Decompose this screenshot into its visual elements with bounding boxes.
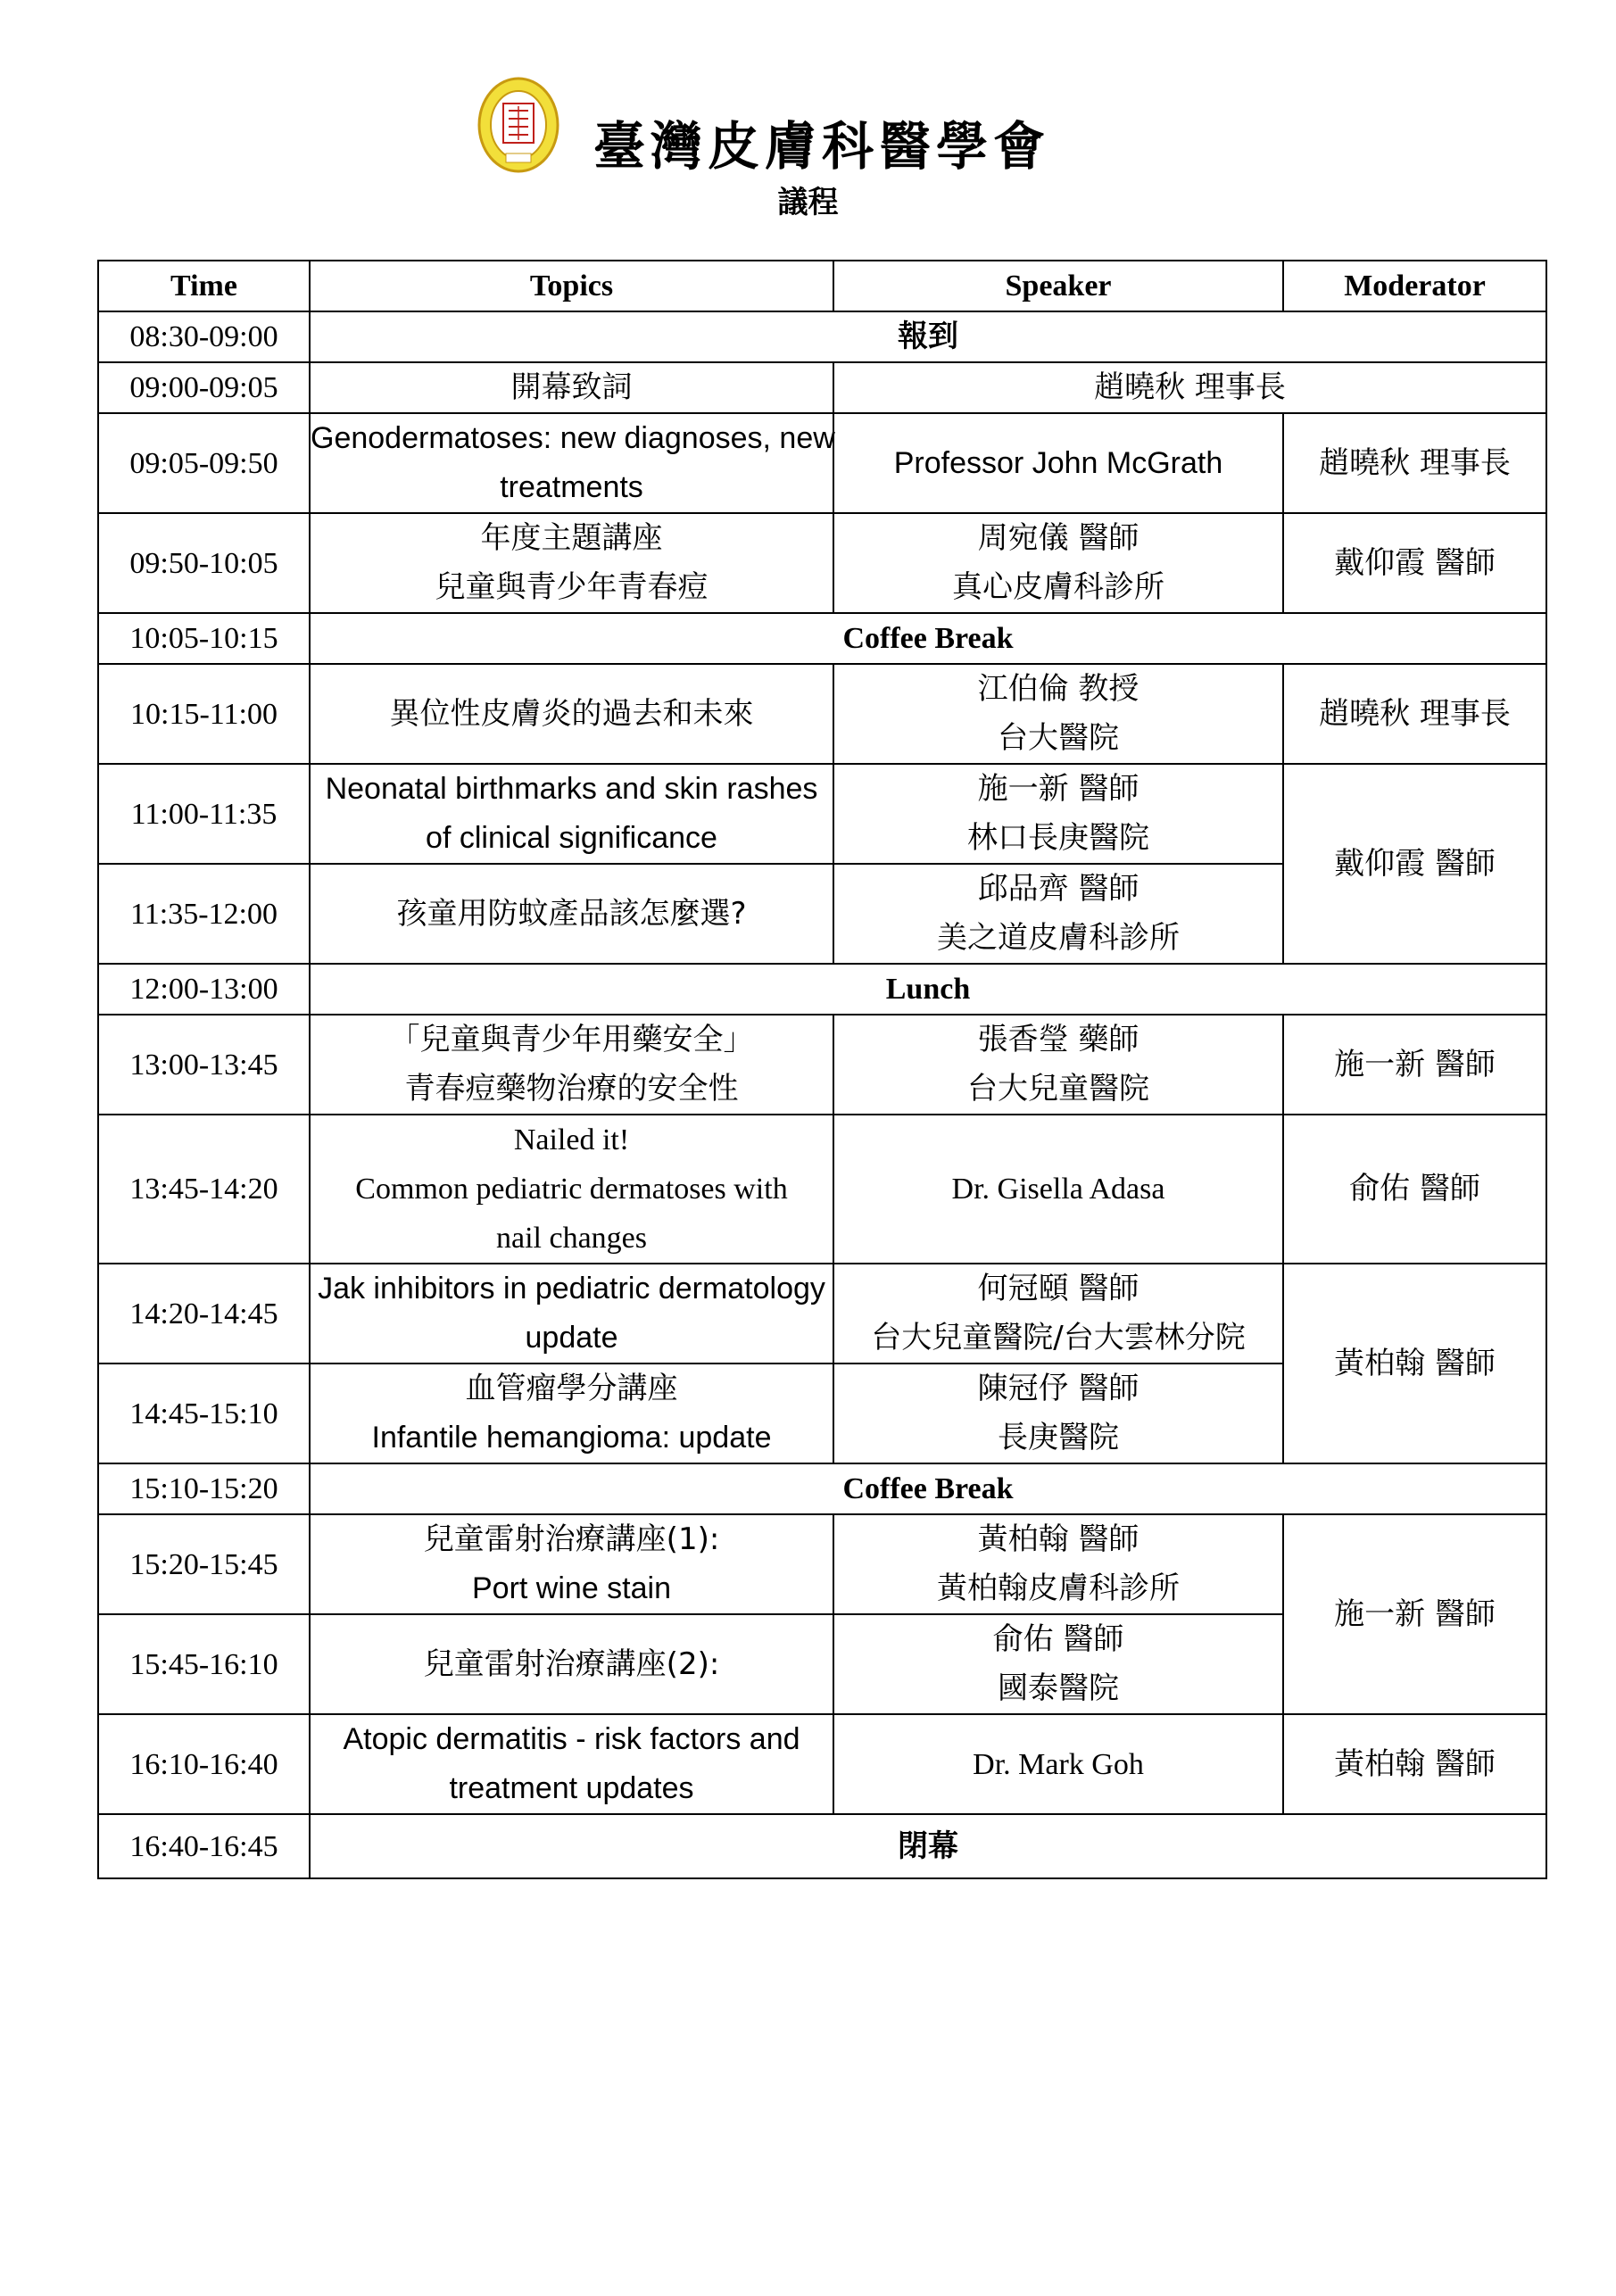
speaker-cell: 周宛儀 醫師 真心皮膚科診所 xyxy=(833,513,1283,613)
speaker-cell: Dr. Mark Goh xyxy=(833,1714,1283,1814)
topic-cell: 兒童雷射治療講座(2): xyxy=(310,1614,833,1714)
session-banner: 報到 xyxy=(310,311,1546,362)
time-cell: 10:05-10:15 xyxy=(98,613,310,664)
speaker-cell: 趙曉秋 理事長 xyxy=(833,362,1546,413)
topic-cell: Nailed it! Common pediatric dermatoses with nail changes xyxy=(310,1115,833,1264)
topic-cell: 兒童雷射治療講座(1): Port wine stain xyxy=(310,1514,833,1614)
speaker-cell: 邱品齊 醫師 美之道皮膚科診所 xyxy=(833,864,1283,964)
topic-cell: 異位性皮膚炎的過去和未來 xyxy=(310,664,833,764)
speaker-cell: Dr. Gisella Adasa xyxy=(833,1115,1283,1264)
time-cell: 12:00-13:00 xyxy=(98,964,310,1015)
time-cell: 10:15-11:00 xyxy=(98,664,310,764)
speaker-cell: 張香瑩 藥師 台大兒童醫院 xyxy=(833,1015,1283,1115)
topic-cell: Genodermatoses: new diagnoses, new treatments xyxy=(310,413,833,513)
table-header-row xyxy=(98,261,1546,311)
time-cell: 13:00-13:45 xyxy=(98,1015,310,1115)
table-row xyxy=(98,964,1546,1015)
time-cell: 16:10-16:40 xyxy=(98,1714,310,1814)
speaker-cell: 何冠頤 醫師 台大兒童醫院/台大雲林分院 xyxy=(833,1264,1283,1364)
table-row xyxy=(98,1115,1546,1264)
time-cell: 15:20-15:45 xyxy=(98,1514,310,1614)
table-row xyxy=(98,311,1546,362)
time-cell: 14:45-15:10 xyxy=(98,1364,310,1463)
session-banner: 閉幕 xyxy=(310,1814,1546,1878)
column-header-topics: Topics xyxy=(310,261,833,311)
moderator-cell: 趙曉秋 理事長 xyxy=(1283,664,1546,764)
speaker-cell: 俞佑 醫師 國泰醫院 xyxy=(833,1614,1283,1714)
table-row xyxy=(98,1714,1546,1814)
table-row xyxy=(98,513,1546,613)
topic-cell: 孩童用防蚊產品該怎麼選? xyxy=(310,864,833,964)
time-cell: 09:00-09:05 xyxy=(98,362,310,413)
time-cell: 14:20-14:45 xyxy=(98,1264,310,1364)
table-row xyxy=(98,1514,1546,1614)
moderator-cell: 戴仰霞 醫師 xyxy=(1283,764,1546,964)
time-cell: 09:05-09:50 xyxy=(98,413,310,513)
topic-cell: 血管瘤學分講座 Infantile hemangioma: update xyxy=(310,1364,833,1463)
moderator-cell: 黃柏翰 醫師 xyxy=(1283,1714,1546,1814)
moderator-cell: 趙曉秋 理事長 xyxy=(1283,413,1546,513)
organization-name: 臺灣皮膚科醫學會 xyxy=(593,116,1051,177)
time-cell: 15:10-15:20 xyxy=(98,1463,310,1514)
agenda-table xyxy=(97,260,1547,1879)
table-row xyxy=(98,764,1546,864)
moderator-cell: 戴仰霞 醫師 xyxy=(1283,513,1546,613)
speaker-cell: Professor John McGrath xyxy=(833,413,1283,513)
time-cell: 11:00-11:35 xyxy=(98,764,310,864)
table-row xyxy=(98,413,1546,513)
page-header xyxy=(0,71,1616,241)
moderator-cell: 黃柏翰 醫師 xyxy=(1283,1264,1546,1463)
speaker-cell: 江伯倫 教授 台大醫院 xyxy=(833,664,1283,764)
speaker-cell: 黃柏翰 醫師 黃柏翰皮膚科診所 xyxy=(833,1514,1283,1614)
association-logo-icon xyxy=(477,77,559,173)
time-cell: 13:45-14:20 xyxy=(98,1115,310,1264)
page-title: 議程 xyxy=(777,185,839,220)
moderator-cell: 施一新 醫師 xyxy=(1283,1015,1546,1115)
table-row xyxy=(98,1814,1546,1878)
table-row xyxy=(98,362,1546,413)
table-row xyxy=(98,1463,1546,1514)
session-banner: Coffee Break xyxy=(310,613,1546,664)
topic-cell: 開幕致詞 xyxy=(310,362,833,413)
session-banner: Lunch xyxy=(310,964,1546,1015)
moderator-cell: 施一新 醫師 xyxy=(1283,1514,1546,1714)
topic-cell: Atopic dermatitis - risk factors and treatment updates xyxy=(310,1714,833,1814)
table-row xyxy=(98,613,1546,664)
table-row xyxy=(98,1015,1546,1115)
column-header-time: Time xyxy=(98,261,310,311)
session-banner: Coffee Break xyxy=(310,1463,1546,1514)
time-cell: 08:30-09:00 xyxy=(98,311,310,362)
speaker-cell: 陳冠伃 醫師 長庚醫院 xyxy=(833,1364,1283,1463)
table-row xyxy=(98,1264,1546,1364)
time-cell: 15:45-16:10 xyxy=(98,1614,310,1714)
time-cell: 11:35-12:00 xyxy=(98,864,310,964)
column-header-speaker: Speaker xyxy=(833,261,1283,311)
speaker-cell: 施一新 醫師 林口長庚醫院 xyxy=(833,764,1283,864)
topic-cell: Neonatal birthmarks and skin rashes of clinical significance xyxy=(310,764,833,864)
time-cell: 09:50-10:05 xyxy=(98,513,310,613)
column-header-moderator: Moderator xyxy=(1283,261,1546,311)
topic-cell: Jak inhibitors in pediatric dermatology update xyxy=(310,1264,833,1364)
topic-cell: 「兒童與青少年用藥安全」 青春痘藥物治療的安全性 xyxy=(310,1015,833,1115)
time-cell: 16:40-16:45 xyxy=(98,1814,310,1878)
table-row xyxy=(98,664,1546,764)
topic-cell: 年度主題講座 兒童與青少年青春痘 xyxy=(310,513,833,613)
moderator-cell: 俞佑 醫師 xyxy=(1283,1115,1546,1264)
